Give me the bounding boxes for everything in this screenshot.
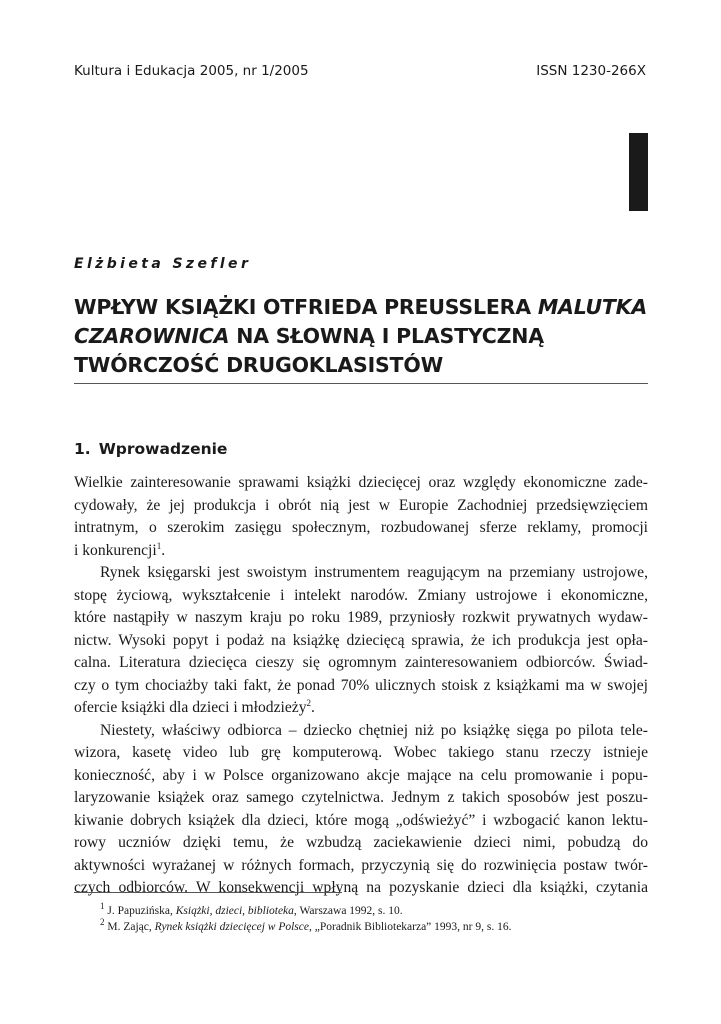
title-book-name: MALUTKA CZAROWNICA: [74, 295, 648, 348]
text-line: nictw. Wysoki popyt i podaż na książkę dziecięcą sprawia, że ich produkcja jest opła-: [74, 631, 648, 649]
footnote-1: [100, 901, 403, 917]
footnote-separator: [74, 892, 342, 893]
chapter-marker-bar: [629, 133, 648, 211]
footnote-text: J. Papuzińska,: [107, 905, 176, 917]
section-title: Wprowadzenie: [98, 440, 228, 458]
footnote-2: [100, 917, 512, 933]
text-line: aktywności wyrażanej w różnych formach, przyczynią się do rozwinięcia postaw twór-: [74, 856, 648, 874]
author-name: Elżbieta Szefler: [74, 256, 252, 272]
title-part-1: WPŁYW KSIĄŻKI OTFRIEDA PREUSSLERA: [74, 295, 538, 319]
footnote-number: 1: [100, 901, 105, 912]
paragraph-1-end: i konkurencji$^1$.: [74, 540, 166, 559]
footnote-ref[interactable]: 1: [156, 540, 162, 551]
paragraph-2: [74, 562, 648, 697]
text-line: Wielkie zainteresowanie sprawami książki dziecięcej oraz względy ekonomiczne zade-: [74, 474, 648, 491]
journal-citation: Kultura i Edukacja 2005, nr 1/2005: [74, 63, 309, 79]
text-line: rowy uczniów dzięki temu, że wzbudzą zaciekawienie dzieci nimi, pobudzą do: [74, 834, 648, 851]
text-line: czy o tym chociażby taki fakt, że ponad 70% ulicznych stoisk z książkami ma w swojej: [74, 676, 648, 694]
text-line: Niestety, właściwy odbiorca – dziecko chętniej niż po książkę sięga po pilota tele-: [100, 721, 648, 739]
footnote-number: 2: [100, 917, 105, 928]
footnote-book-title: Książki, dzieci, biblioteka: [175, 905, 294, 917]
issn-number: ISSN 1230-266X: [536, 63, 646, 79]
footnote-ref[interactable]: 2: [306, 697, 311, 708]
text-line: czych odbiorców. W konsekwencji wpłyną na pozyskanie dzieci dla książki, czytania: [74, 879, 648, 896]
section-number: 1.: [74, 440, 91, 458]
text-line: wizora, kasetę video lub grę komputerową. Wobec takiego stanu rzeczy istnieje: [74, 744, 648, 761]
text-line: intratnym, o szerokim zasięgu społecznym, rozbudowanej sferze reklamy, promocji: [74, 519, 648, 536]
body-text: [74, 472, 648, 900]
text-line: cydowały, że jej produkcja i obrót nią jest w Europie Zachodniej przedsięwzięciem: [74, 496, 648, 514]
footnote-text: , „Poradnik Bibliotekarza” 1993, nr 9, s. 16.: [308, 921, 512, 933]
footnote-book-title: Rynek książki dziecięcej w Polsce: [154, 921, 309, 933]
title-part-2: NA SŁOWNĄ I PLASTYCZNĄ TWÓRCZOŚĆ DRUGOKLASISTÓW: [74, 324, 544, 377]
text-line: konieczność, aby i w Polsce organizowano akcje mające na celu promowanie i popu-: [74, 766, 648, 784]
text-line: i konkurencji: [74, 541, 157, 559]
paragraph-2-end: ofercie książki dla dzieci i młodzieży$^2$.: [74, 697, 315, 716]
text-line: ofercie książki dla dzieci i młodzieży: [74, 699, 307, 716]
title-underline-rule: [74, 383, 648, 384]
paragraph-1: [74, 472, 648, 540]
text-line: Rynek księgarski jest swoistym instrumentem reagującym na przemiany ustrojowe,: [100, 564, 648, 581]
text-line: laryzowanie książek oraz samego czytelnictwa. Jednym z takich sposobów jest poszu-: [74, 789, 648, 806]
footnote-text: M. Zając,: [107, 921, 155, 933]
text-line: kiwanie dobrych książek dla dzieci, które mogą „odświeżyć” i wzbogacić kanon lektu-: [74, 811, 648, 829]
article-title: [74, 293, 654, 380]
footnote-text: , Warszawa 1992, s. 10.: [293, 905, 403, 917]
section-heading: [74, 440, 227, 458]
text-line: stopę życiową, wykształcenie i intelekt narodów. Zmiany ustrojowe i ekonomiczne,: [74, 586, 648, 604]
text-line: które nastąpiły w naszym kraju po roku 1989, przyniosły rozkwit prywatnych wydaw-: [74, 609, 648, 626]
text-line: calna. Literatura dziecięca cieszy się ogromnym zainteresowaniem odbiorców. Świad-: [74, 654, 648, 671]
paragraph-3: [74, 720, 648, 900]
